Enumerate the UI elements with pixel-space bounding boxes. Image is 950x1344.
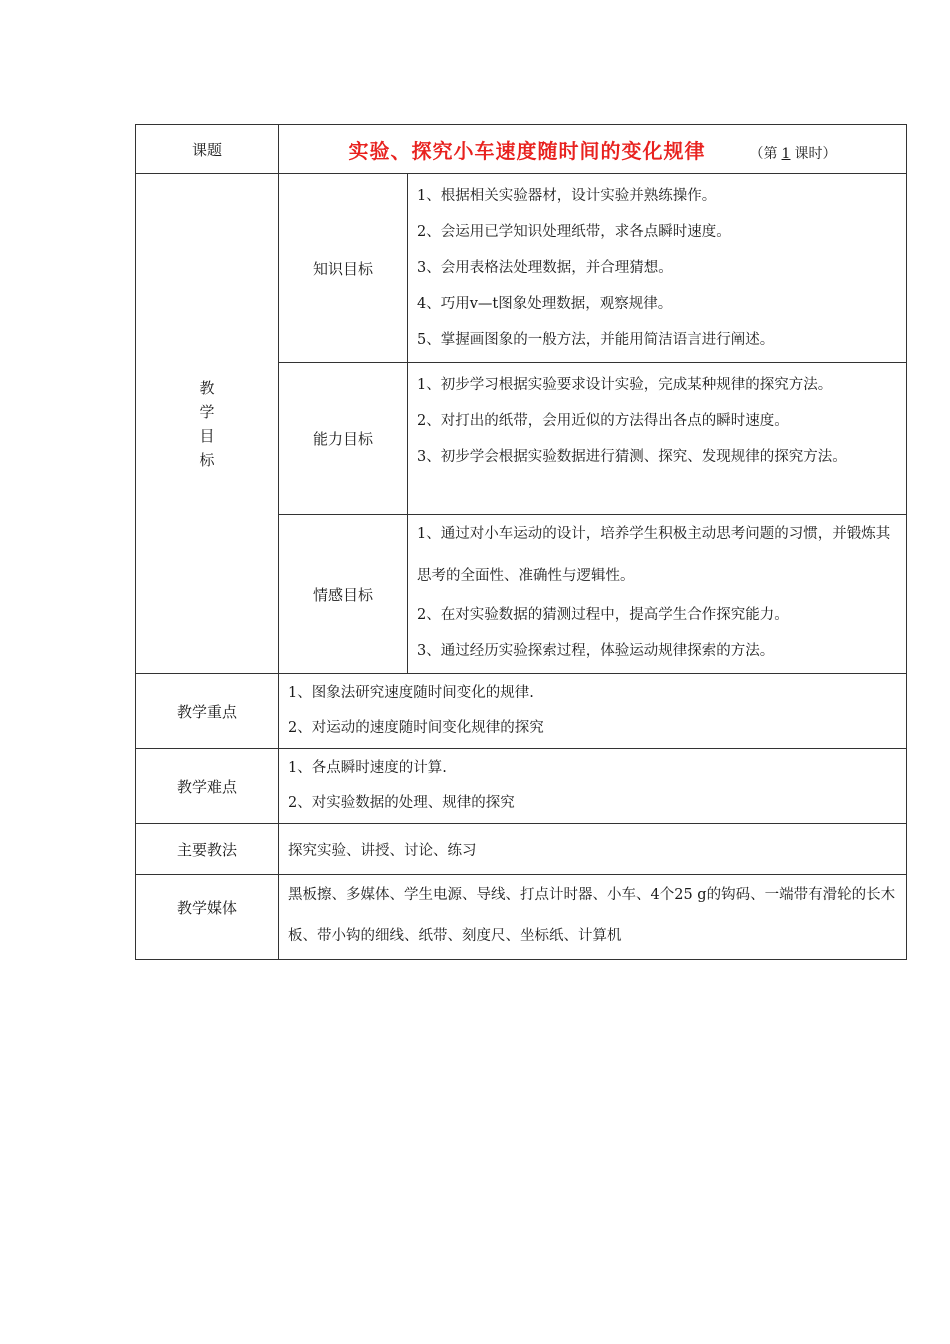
key-point-item: 2、对运动的速度随时间变化规律的探究 [288, 720, 544, 736]
objectives-char-3: 目 [199, 426, 215, 445]
objectives-char-1: 教 [199, 378, 215, 397]
objectives-char-4: 标 [199, 450, 215, 469]
lesson-plan-table [135, 124, 907, 960]
methods-label: 主要教法 [136, 824, 279, 875]
difficulty-item: 2、对实验数据的处理、规律的探究 [288, 795, 515, 811]
period-suffix: 课时） [794, 145, 837, 162]
knowledge-objective-list [408, 174, 907, 363]
knowledge-item: 3、会用表格法处理数据，并合理猜想。 [417, 260, 673, 276]
difficulty-item: 1、各点瞬时速度的计算. [288, 760, 447, 776]
ability-objective-list [408, 363, 907, 515]
media-row [136, 875, 907, 960]
knowledge-item: 4、巧用v—t图象处理数据，观察规律。 [417, 296, 673, 312]
methods-row [136, 824, 907, 875]
knowledge-objective-label: 知识目标 [279, 174, 408, 363]
media-text: 黑板擦、多媒体、学生电源、导线、打点计时器、小车、4个25 g的钩码、一端带有滑轮的长木板、带小钩的细线、纸带、刻度尺、坐标纸、计算机 [279, 875, 907, 960]
key-points-row [136, 674, 907, 749]
emotion-item: 3、通过经历实验探索过程，体验运动规律探索的方法。 [417, 643, 775, 659]
key-points-list [279, 674, 907, 749]
knowledge-item: 5、掌握画图象的一般方法，并能用简洁语言进行阐述。 [417, 332, 775, 348]
period-number: 1 [781, 145, 791, 162]
period-prefix: （第 [749, 145, 778, 162]
topic-label: 课题 [136, 125, 279, 174]
knowledge-item: 1、根据相关实验器材，设计实验并熟练操作。 [417, 188, 717, 204]
emotion-objective-list [408, 515, 907, 674]
key-point-item: 1、图象法研究速度随时间变化的规律. [288, 685, 534, 701]
knowledge-objective-row [136, 174, 907, 363]
topic-cell [279, 125, 907, 174]
emotion-objective-label: 情感目标 [279, 515, 408, 674]
ability-item: 3、初步学会根据实验数据进行猜测、探究、发现规律的探究方法。 [417, 449, 847, 465]
difficulties-row [136, 749, 907, 824]
ability-item: 1、初步学习根据实验要求设计实验，完成某种规律的探究方法。 [417, 377, 833, 393]
difficulties-label: 教学难点 [136, 749, 279, 824]
ability-objective-label: 能力目标 [279, 363, 408, 515]
methods-text: 探究实验、讲授、讨论、练习 [279, 824, 907, 875]
emotion-item: 1、通过对小车运动的设计，培养学生积极主动思考问题的习惯，并锻炼其思考的全面性、准确性与逻辑性。 [417, 526, 891, 584]
emotion-item: 2、在对实验数据的猜测过程中，提高学生合作探究能力。 [417, 607, 789, 623]
ability-item: 2、对打出的纸带，会用近似的方法得出各点的瞬时速度。 [417, 413, 789, 429]
teaching-objectives-label [136, 174, 279, 674]
media-label: 教学媒体 [136, 875, 279, 960]
knowledge-item: 2、会运用已学知识处理纸带，求各点瞬时速度。 [417, 224, 731, 240]
difficulties-list [279, 749, 907, 824]
period-indicator [750, 146, 837, 162]
title-row [136, 125, 907, 174]
lesson-title: 实验、探究小车速度随时间的变化规律 [348, 138, 706, 163]
objectives-char-2: 学 [199, 402, 215, 421]
key-points-label: 教学重点 [136, 674, 279, 749]
